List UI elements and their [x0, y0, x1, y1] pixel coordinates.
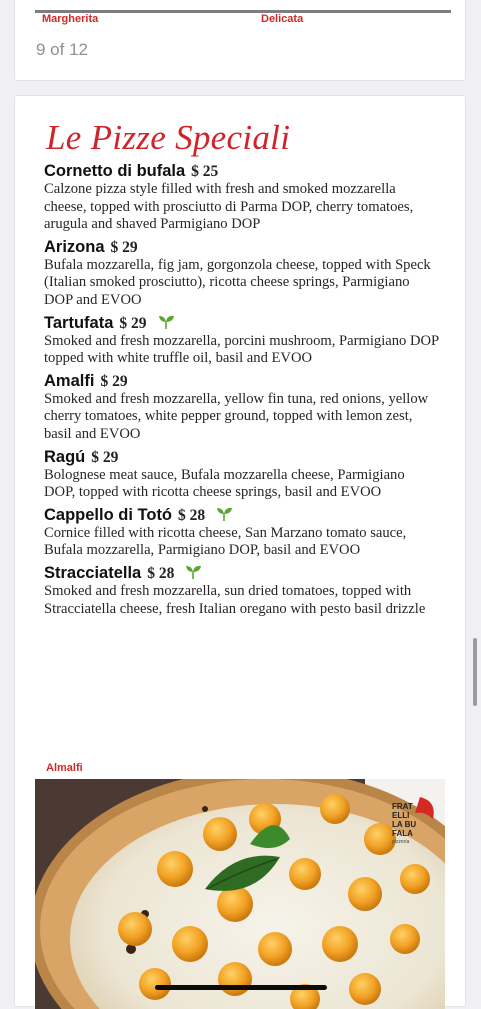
menu-item — [44, 506, 439, 560]
menu-page — [44, 118, 439, 622]
menu-item-description: Smoked and fresh mozzarella, yellow fin tuna, red onions, yellow cherry tomatoes, white pepper ground, topped with lemon zest, basil and EVOO — [44, 390, 429, 442]
pizza-image — [35, 779, 445, 1009]
menu-item-description: Bufala mozzarella, fig jam, gorgonzola cheese, topped with Speck (Italian smoked prosciutto), ricotta cheese springs, Parmigiano DOP and EVOO — [44, 256, 431, 308]
menu-item-heading — [44, 314, 439, 333]
menu-item-name: Cappello di Totó — [44, 505, 173, 524]
menu-item-price: $ 29 — [100, 372, 128, 390]
menu-item — [44, 238, 439, 310]
page-counter: 9 of 12 — [36, 40, 88, 59]
menu-item — [44, 564, 439, 618]
vegetarian-sprout-icon — [157, 315, 175, 329]
menu-item-description: Smoked and fresh mozzarella, sun dried tomatoes, topped with Stracciatella cheese, fresh Italian oregano with pesto basil drizzle — [44, 582, 426, 617]
menu-item — [44, 372, 439, 444]
pizza-photo[interactable] — [35, 779, 445, 1009]
menu-item-name: Stracciatella — [44, 563, 142, 582]
logo-line-2: ELLI — [392, 811, 410, 820]
logo-line-1: FRAT — [392, 802, 413, 811]
menu-item-price: $ 28 — [178, 506, 206, 524]
logo-subtitle: pizzeria — [392, 839, 410, 845]
menu-section-title: Le Pizze Speciali — [46, 118, 291, 157]
menu-item-heading — [44, 564, 439, 583]
menu-item-price: $ 28 — [147, 564, 175, 582]
menu-item-heading — [44, 162, 439, 181]
menu-item-heading — [44, 506, 439, 525]
menu-item-price: $ 29 — [119, 314, 147, 332]
menu-item-price: $ 25 — [191, 163, 219, 180]
logo-line-3: LA BU — [392, 820, 417, 829]
home-indicator[interactable] — [155, 985, 327, 990]
menu-item-name: Tartufata — [44, 313, 114, 332]
photo-caption-delicata: Delicata — [261, 13, 304, 25]
previous-menu-card — [15, 0, 465, 80]
scrollbar[interactable] — [473, 638, 477, 706]
menu-item-heading — [44, 238, 439, 257]
logo-line-4: FALA — [392, 829, 413, 838]
menu-item-heading — [44, 372, 439, 391]
menu-item-list — [44, 162, 439, 618]
vegetarian-sprout-icon — [215, 507, 233, 521]
menu-card — [15, 96, 465, 1006]
menu-item-name: Cornetto di bufala — [44, 162, 186, 180]
menu-item-price: $ 29 — [110, 238, 138, 256]
photo-caption: Almalfi — [46, 762, 83, 774]
menu-item-description: Bolognese meat sauce, Bufala mozzarella cheese, Parmigiano DOP, topped with ricotta cheese springs, basil and EVOO — [44, 466, 405, 501]
vegetarian-sprout-icon — [184, 565, 202, 579]
menu-item-description: Cornice filled with ricotta cheese, San Marzano tomato sauce, Bufala mozzarella, Parmigiano DOP, basil and EVOO — [44, 524, 407, 559]
menu-item-name: Ragú — [44, 447, 86, 466]
menu-item-heading — [44, 448, 439, 467]
menu-item — [44, 162, 439, 234]
menu-item — [44, 314, 439, 368]
photo-caption-margherita: Margherita — [42, 13, 99, 25]
menu-item — [44, 448, 439, 502]
menu-item-name: Amalfi — [44, 371, 95, 390]
menu-item-description: Smoked and fresh mozzarella, porcini mushroom, Parmigiano DOP topped with white truffle oil, basil and EVOO — [44, 332, 439, 367]
menu-item-description: Calzone pizza style filled with fresh and smoked mozzarella cheese, topped with prosciutto di Parma DOP, cherry tomatoes, arugula and shaved Parmigiano DOP — [44, 181, 414, 233]
menu-item-name: Arizona — [44, 237, 105, 256]
menu-item-price: $ 29 — [91, 448, 119, 466]
